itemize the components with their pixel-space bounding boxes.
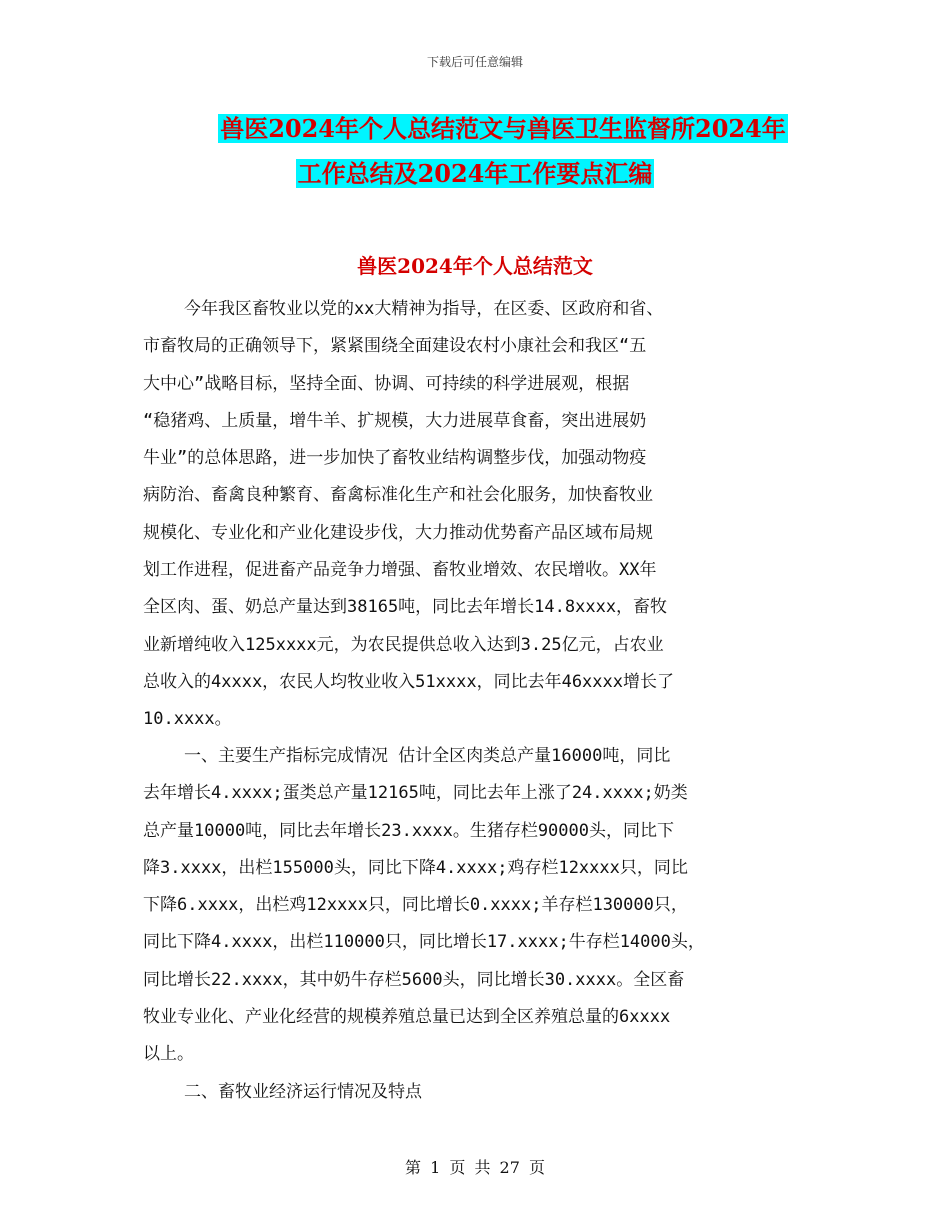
text-line: 去年增长4.xxxx;蛋类总产量12165吨，同比去年上涨了24.xxxx;奶类 (143, 783, 688, 804)
text-line: 降3.xxxx，出栏155000头，同比下降4.xxxx;鸡存栏12xxxx只，同比 (143, 857, 688, 878)
text-line: 业新增纯收入125xxxx元，为农民提供总收入达到3.25亿元，占农业 (143, 634, 664, 655)
text-line: “稳猪鸡、上质量，增牛羊、扩规模，大力进展草食畜，突出进展奶 (143, 410, 647, 431)
document-title-line-2 (0, 157, 950, 191)
text-line: 全区肉、蛋、奶总产量达到38165吨，同比去年增长14.8xxxx，畜牧 (143, 597, 668, 618)
text-line: 划工作进程，促进畜产品竞争力增强、畜牧业增效、农民增收。XX年 (143, 560, 657, 581)
page-footer: 第 1 页 共 27 页 (405, 1158, 545, 1177)
text-line: 规模化、专业化和产业化建设步伐，大力推动优势畜产品区域布局规 (143, 522, 653, 543)
text-line: 以上。 (143, 1044, 194, 1065)
text-line: 市畜牧局的正确领导下，紧紧围绕全面建设农村小康社会和我区“五 (143, 336, 647, 357)
text-line: 大中心”战略目标，坚持全面、协调、可持续的科学进展观，根据 (143, 373, 630, 394)
header-note: 下载后可任意编辑 (426, 55, 523, 69)
title-highlight: 兽医2024年个人总结范文与兽医卫生监督所2024年 (220, 114, 786, 143)
text-line: 牧业专业化、产业化经营的规模养殖总量已达到全区养殖总量的6xxxx (143, 1007, 671, 1028)
paragraph-3 (143, 1074, 813, 1111)
text-line: 二、畜牧业经济运行情况及特点 (143, 1082, 422, 1102)
text-line: 同比增长22.xxxx，其中奶牛存栏5600头，同比增长30.xxxx。全区畜 (143, 969, 685, 990)
text-line: 病防治、畜禽良种繁育、畜禽标准化生产和社会化服务，加快畜牧业 (143, 485, 653, 506)
text-line: 一、主要生产指标完成情况 估计全区肉类总产量16000吨，同比 (143, 746, 671, 766)
text-line: 今年我区畜牧业以党的xx大精神为指导，在区委、区政府和省、 (143, 299, 664, 319)
section-title: 兽医2024年个人总结范文 (357, 254, 593, 278)
text-line: 总产量10000吨，同比去年增长23.xxxx。生猪存栏90000头，同比下 (143, 820, 674, 841)
text-line: 总收入的4xxxx，农民人均牧业收入51xxxx，同比去年46xxxx增长了 (143, 671, 674, 692)
paragraph-1 (143, 291, 813, 739)
paragraph-2 (143, 738, 813, 1074)
text-line: 10.xxxx。 (143, 709, 232, 730)
text-line: 同比下降4.xxxx，出栏110000只，同比增长17.xxxx;牛存栏14000头， (143, 932, 705, 953)
text-line: 下降6.xxxx，出栏鸡12xxxx只，同比增长0.xxxx;羊存栏130000只， (143, 895, 688, 916)
text-line: 牛业”的总体思路，进一步加快了畜牧业结构调整步伐，加强动物疫 (143, 448, 647, 469)
document-title-line-1 (28, 112, 950, 146)
title-highlight: 工作总结及2024年工作要点汇编 (297, 159, 653, 188)
